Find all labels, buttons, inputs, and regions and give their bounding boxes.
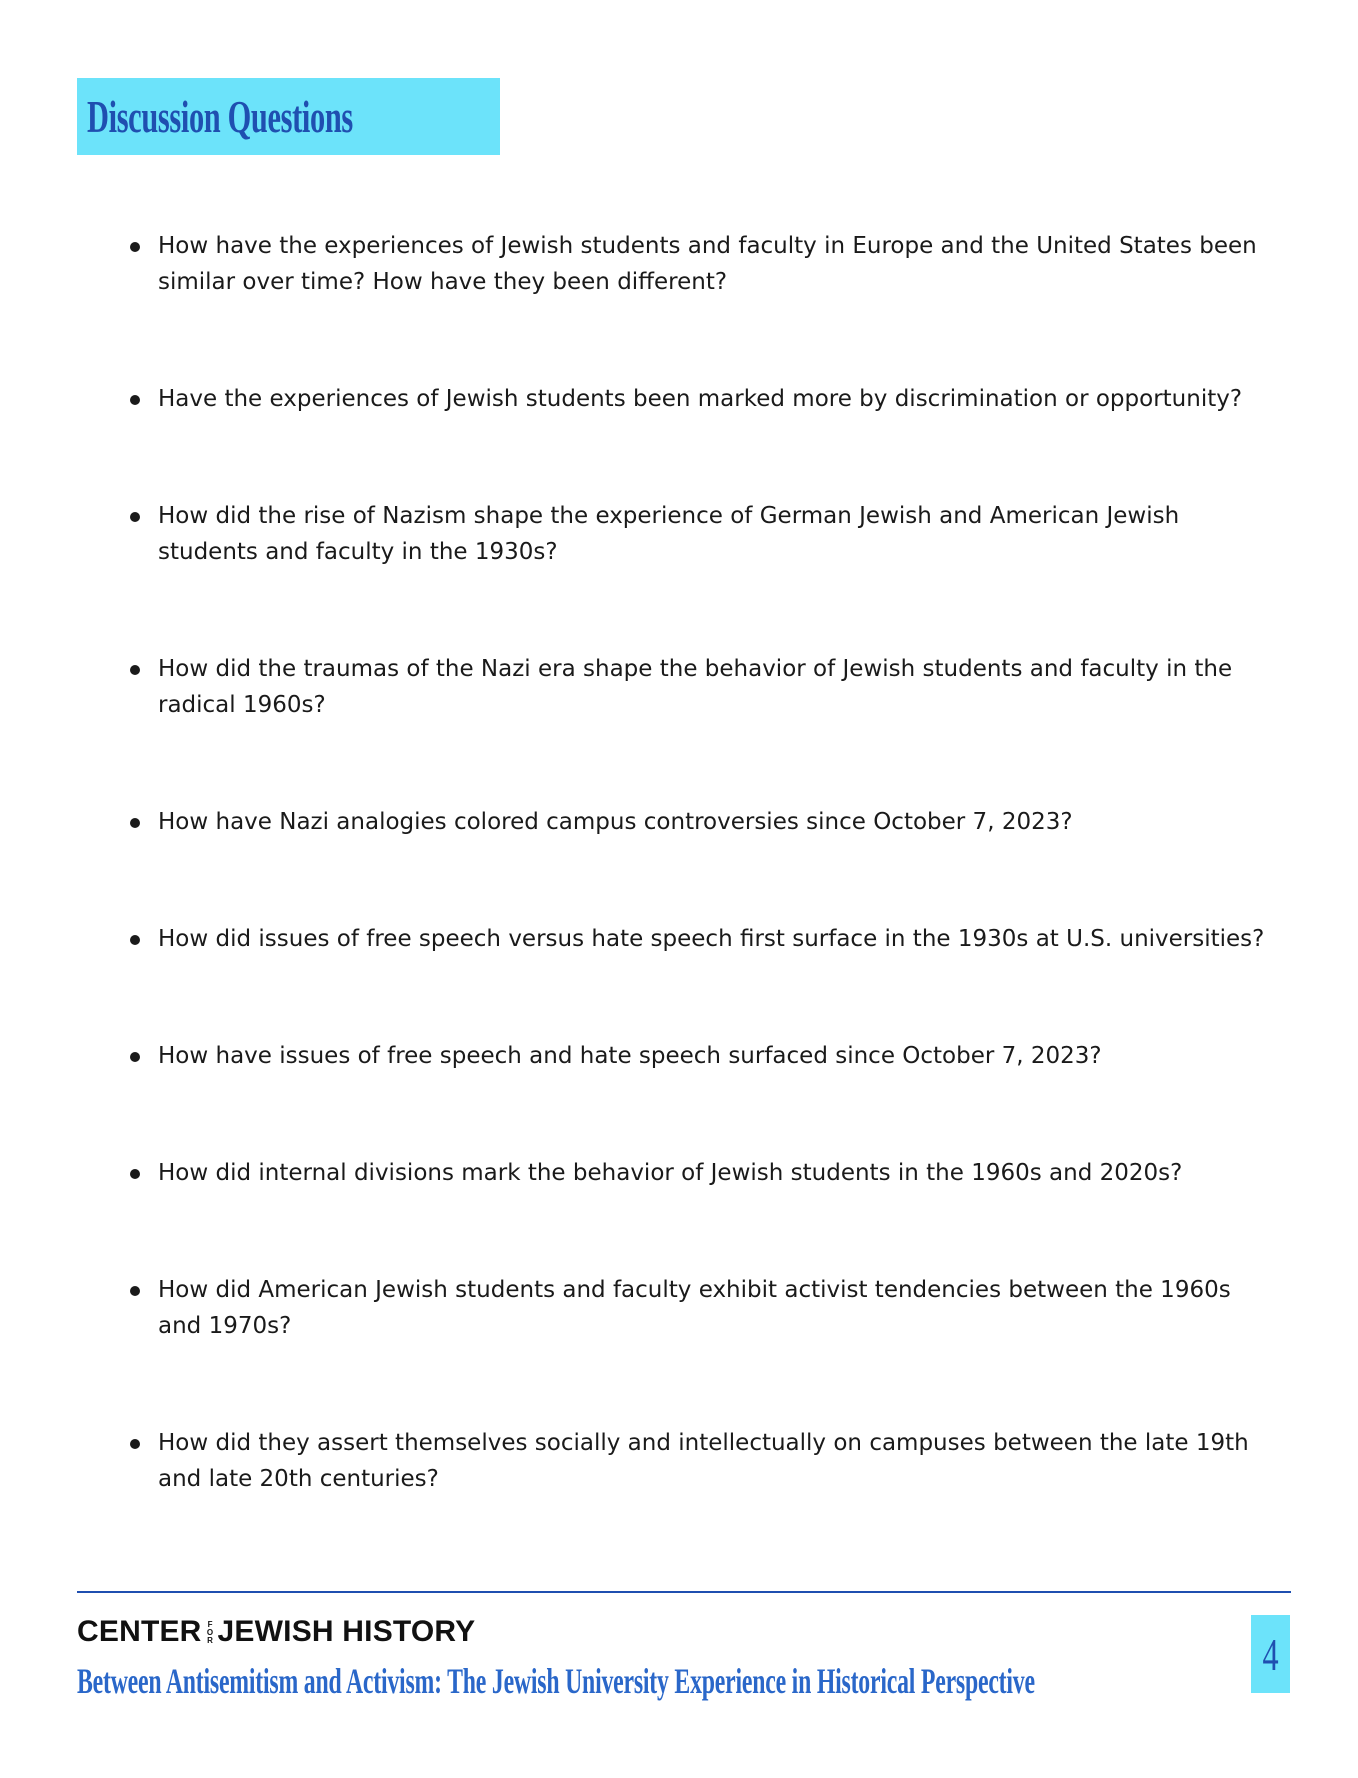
question-item-8 xyxy=(125,1155,1275,1191)
document-title: Between Antisemitism and Activism: The Jewish University Experience in Historical Perspective xyxy=(77,1661,1035,1701)
question-text: How did the traumas of the Nazi era shape the behavior of Jewish students and faculty in the radical 1960s? xyxy=(158,656,1233,718)
question-text: How did they assert themselves socially and intellectually on campuses between the late 19th and late 20th centuries? xyxy=(158,1430,1249,1492)
question-text: How did the rise of Nazism shape the experience of German Jewish and American Jewish students and faculty in the 1930s? xyxy=(158,503,1180,565)
question-text: How did internal divisions mark the behavior of Jewish students in the 1960s and 2020s? xyxy=(158,1160,1183,1186)
org-name-left: CENTER xyxy=(77,1615,202,1648)
question-text: How have Nazi analogies colored campus controversies since October 7, 2023? xyxy=(158,809,1073,835)
bullet-icon xyxy=(130,818,140,828)
bullet-icon xyxy=(130,665,140,675)
section-heading-box xyxy=(77,78,500,155)
org-name-right: JEWISH HISTORY xyxy=(217,1615,476,1648)
bullet-icon xyxy=(130,512,140,522)
question-item-1 xyxy=(125,228,1275,300)
org-name-for: FOR xyxy=(205,1620,215,1644)
question-item-9 xyxy=(125,1272,1275,1344)
bullet-icon xyxy=(130,1052,140,1062)
question-item-3 xyxy=(125,498,1275,570)
page-number-box xyxy=(1251,1615,1290,1693)
bullet-icon xyxy=(130,935,140,945)
question-text: Have the experiences of Jewish students been marked more by discrimination or opportunity? xyxy=(158,386,1243,412)
question-item-5 xyxy=(125,804,1275,840)
section-heading: Discussion Questions xyxy=(87,91,353,142)
question-item-2 xyxy=(125,381,1275,417)
question-item-10 xyxy=(125,1425,1275,1497)
question-text: How did American Jewish students and faculty exhibit activist tendencies between the 1960s and 1970s? xyxy=(158,1277,1231,1339)
question-text: How have the experiences of Jewish students and faculty in Europe and the United States been similar over time? How have they been different? xyxy=(158,233,1257,295)
question-item-4 xyxy=(125,651,1275,723)
bullet-icon xyxy=(130,395,140,405)
bullet-icon xyxy=(130,1439,140,1449)
discussion-question-list xyxy=(125,228,1275,1497)
bullet-icon xyxy=(130,1286,140,1296)
question-text: How have issues of free speech and hate speech surfaced since October 7, 2023? xyxy=(158,1043,1102,1069)
bullet-icon xyxy=(130,242,140,252)
organization-logo xyxy=(77,1612,475,1652)
question-item-7 xyxy=(125,1038,1275,1074)
question-text: How did issues of free speech versus hate speech first surface in the 1930s at U.S. universities? xyxy=(158,926,1265,952)
page-number: 4 xyxy=(1262,1628,1279,1680)
bullet-icon xyxy=(130,1169,140,1179)
footer-divider xyxy=(77,1591,1291,1593)
question-item-6 xyxy=(125,921,1275,957)
